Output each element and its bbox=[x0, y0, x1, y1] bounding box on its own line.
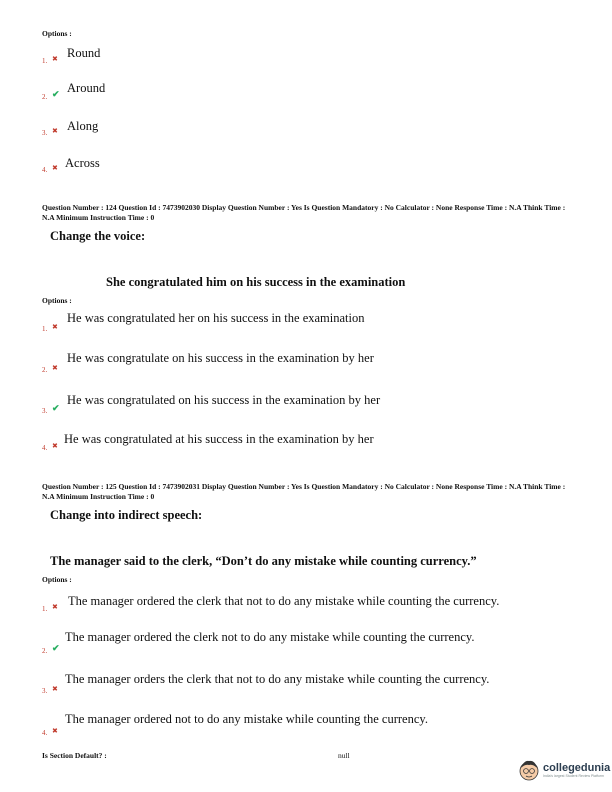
mascot-icon bbox=[518, 758, 540, 782]
question-instruction: Change into indirect speech: bbox=[50, 508, 203, 522]
wrong-icon: ✖ bbox=[52, 727, 58, 735]
wrong-icon: ✖ bbox=[52, 127, 58, 135]
wrong-icon: ✖ bbox=[52, 323, 58, 331]
option-text: Along bbox=[67, 119, 99, 133]
check-icon: ✔ bbox=[52, 89, 60, 99]
brand-logo bbox=[518, 758, 610, 782]
wrong-icon: ✖ bbox=[52, 55, 58, 63]
brand-tagline: India's largest Student Review Platform bbox=[543, 774, 604, 778]
option-text: Across bbox=[65, 156, 100, 170]
option-text: Round bbox=[67, 46, 101, 60]
wrong-icon: ✖ bbox=[52, 603, 58, 611]
option-text: He was congratulated her on his success in the examination bbox=[67, 311, 365, 325]
option-number: 3. bbox=[42, 129, 48, 137]
options-label: Options : bbox=[42, 296, 72, 305]
wrong-icon: ✖ bbox=[52, 164, 58, 172]
question-meta: Question Number : 125 Question Id : 7473902031 Display Question Number : Yes Is Question Mandatory : No Calculator : None Response Time : N.A Think Time : N.A Minimum Instruction Time : 0 bbox=[42, 482, 566, 501]
option-number: 4. bbox=[42, 729, 48, 737]
option-number: 2. bbox=[42, 366, 48, 374]
option-text: The manager ordered the clerk not to do any mistake while counting the currency. bbox=[65, 630, 475, 644]
wrong-icon: ✖ bbox=[52, 364, 58, 372]
option-text: He was congratulate on his success in the examination by her bbox=[67, 351, 374, 365]
wrong-icon: ✖ bbox=[52, 442, 58, 450]
option-number: 3. bbox=[42, 407, 48, 415]
section-default-value: null bbox=[338, 751, 350, 760]
option-number: 1. bbox=[42, 325, 48, 333]
options-label: Options : bbox=[42, 29, 72, 38]
option-number: 4. bbox=[42, 444, 48, 452]
options-label: Options : bbox=[42, 575, 72, 584]
option-text: Around bbox=[67, 81, 106, 95]
question-instruction: Change the voice: bbox=[50, 229, 146, 243]
section-default-label: Is Section Default? : bbox=[42, 751, 107, 760]
option-number: 3. bbox=[42, 687, 48, 695]
check-icon: ✔ bbox=[52, 403, 60, 413]
option-number: 2. bbox=[42, 93, 48, 101]
wrong-icon: ✖ bbox=[52, 685, 58, 693]
option-text: He was congratulated on his success in the examination by her bbox=[67, 393, 381, 407]
option-number: 1. bbox=[42, 57, 48, 65]
option-text: He was congratulated at his success in the examination by her bbox=[64, 432, 374, 446]
question-meta: Question Number : 124 Question Id : 7473902030 Display Question Number : Yes Is Question Mandatory : No Calculator : None Response Time : N.A Think Time : N.A Minimum Instruction Time : 0 bbox=[42, 203, 566, 222]
option-text: The manager ordered the clerk that not to do any mistake while counting the currency. bbox=[68, 594, 500, 608]
check-icon: ✔ bbox=[52, 643, 60, 653]
option-text: The manager orders the clerk that not to do any mistake while counting the currency. bbox=[65, 672, 490, 686]
question-stem: The manager said to the clerk, “Don’t do any mistake while counting currency.” bbox=[50, 554, 477, 568]
option-number: 4. bbox=[42, 166, 48, 174]
option-text: The manager ordered not to do any mistake while counting the currency. bbox=[65, 712, 428, 726]
option-number: 1. bbox=[42, 605, 48, 613]
question-stem: She congratulated him on his success in the examination bbox=[106, 275, 406, 289]
brand-name: collegedunia bbox=[543, 762, 611, 774]
option-number: 2. bbox=[42, 647, 48, 655]
